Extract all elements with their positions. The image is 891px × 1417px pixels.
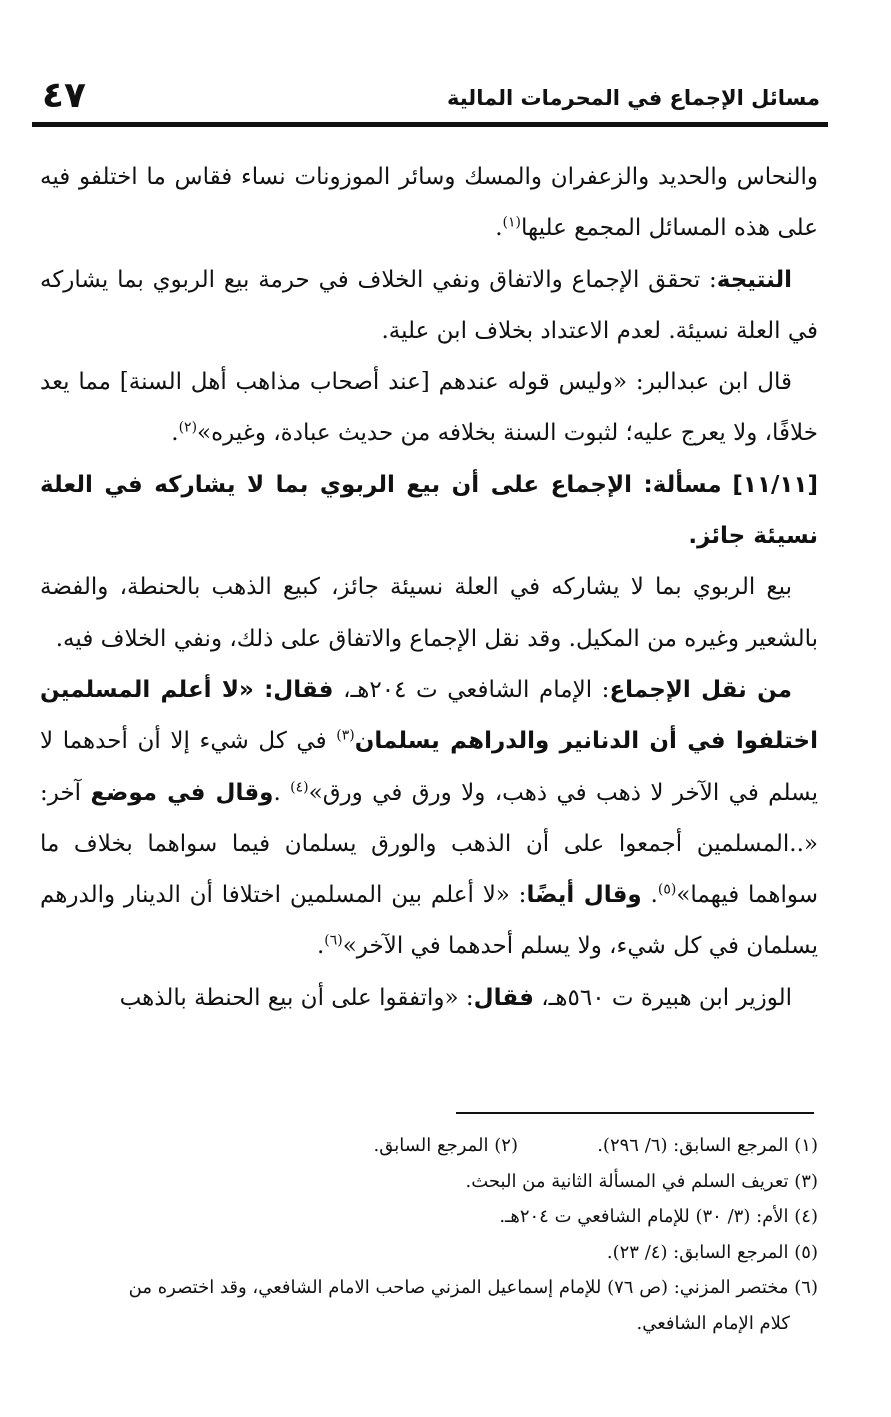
paragraph-quote-ibn-abdulbarr: قال ابن عبدالبر: «وليس قوله عندهم [عند أصحاب مذاهب أهل السنة] مما يعد خلافًا، ولا يعرج عليه؛ لثبوت السنة بخلافه من حديث عبادة، وغيره»$^{(٢)}$. [40, 369, 818, 447]
footnote-6: (٦) مختصر المزني: (ص ٧٦) للإمام إسماعيل المزني صاحب الامام الشافعي، وقد اختصره من [128, 1277, 818, 1298]
page-header [38, 70, 820, 124]
footnote-ref-6: (٦) [324, 932, 343, 949]
paragraph-ibn-hubayra: الوزير ابن هبيرة ت ٥٦٠هـ، فقال: «واتفقوا على أن بيع الحنطة بالذهب [119, 984, 792, 1011]
issue-heading [40, 460, 818, 563]
footnote-row-1-2 [40, 1128, 818, 1164]
footnote-ref-5: (٥) [657, 881, 677, 898]
footnotes [40, 1128, 818, 1341]
footnote-3: (٣) تعريف السلم في المسألة الثانية من البحث. [465, 1170, 818, 1192]
body-text [40, 152, 818, 1024]
footnote-ref-2: (٢) [178, 419, 198, 436]
consensus-label: من نقل الإجماع [609, 676, 793, 703]
result-label: النتيجة [716, 266, 792, 293]
header-rule [32, 122, 828, 127]
page-number: ٤٧ [42, 75, 86, 116]
running-title: مسائل الإجماع في المحرمات المالية [447, 86, 820, 110]
footnote-ref-1: (١) [502, 214, 521, 231]
issue-title: مسألة: الإجماع على أن بيع الربوي بما لا يشاركه في العلة نسيئة جائز. [40, 471, 818, 550]
paragraph-issue-body: بيع الربوي بما لا يشاركه في العلة نسيئة جائز، كبيع الذهب بالحنطة، والفضة بالشعير وغيره من المكيل. وقد نقل الإجماع والاتفاق على ذلك، ونفي الخلاف فيه. [40, 574, 818, 652]
footnote-1: (١) المرجع السابق: (٦/ ٢٩٦). [597, 1135, 818, 1156]
issue-number: [١١/١١] [732, 471, 818, 498]
footnote-4: (٤) الأم: (٣/ ٣٠) للإمام الشافعي ت ٢٠٤هـ. [499, 1206, 818, 1227]
footnote-6-continued: كلام الإمام الشافعي. [636, 1312, 790, 1334]
footnote-ref-3: (٣) [336, 727, 355, 744]
paragraph-consensus-sources: من نقل الإجماع: الإمام الشافعي ت ٢٠٤هـ، فقال: «لا أعلم المسلمين اختلفوا في أن الدنانير والدراهم يسلمان$^{(٣)}$ في كل شيء إلا أن أحدهما لا يسلم في الآخر لا ذهب في ذهب، ولا ورق في ورق»$^{(٤)}$ .وقال في موضع آخر: «..المسلمين أجمعوا على أن الذهب والورق يسلمان فيما سواهما بخلاف ما سواهما فيهما»$^{(٥)}$. وقال أيضًا: «لا أعلم بين المسلمين اختلافا أن الدينار والدرهم يسلمان في كل شيء، ولا يسلم أحدهما في الآخر»$^{(٦)}$. [40, 676, 819, 960]
footnote-2: (٢) المرجع السابق. [373, 1135, 518, 1156]
footnote-separator [456, 1112, 814, 1114]
footnote-ref-4: (٤) [290, 778, 309, 795]
footnote-5: (٥) المرجع السابق: (٤/ ٢٣). [606, 1241, 818, 1263]
paragraph-result: النتيجة: تحقق الإجماع والاتفاق ونفي الخلاف في حرمة بيع الربوي بما يشاركه في العلة نسيئة. لعدم الاعتداد بخلاف ابن علية. [40, 266, 818, 344]
paragraph-1: والنحاس والحديد والزعفران والمسك وسائر الموزونات نساء فقاس ما اختلفو فيه على هذه المسائل المجمع عليها$^{(١)}$. [40, 164, 818, 242]
